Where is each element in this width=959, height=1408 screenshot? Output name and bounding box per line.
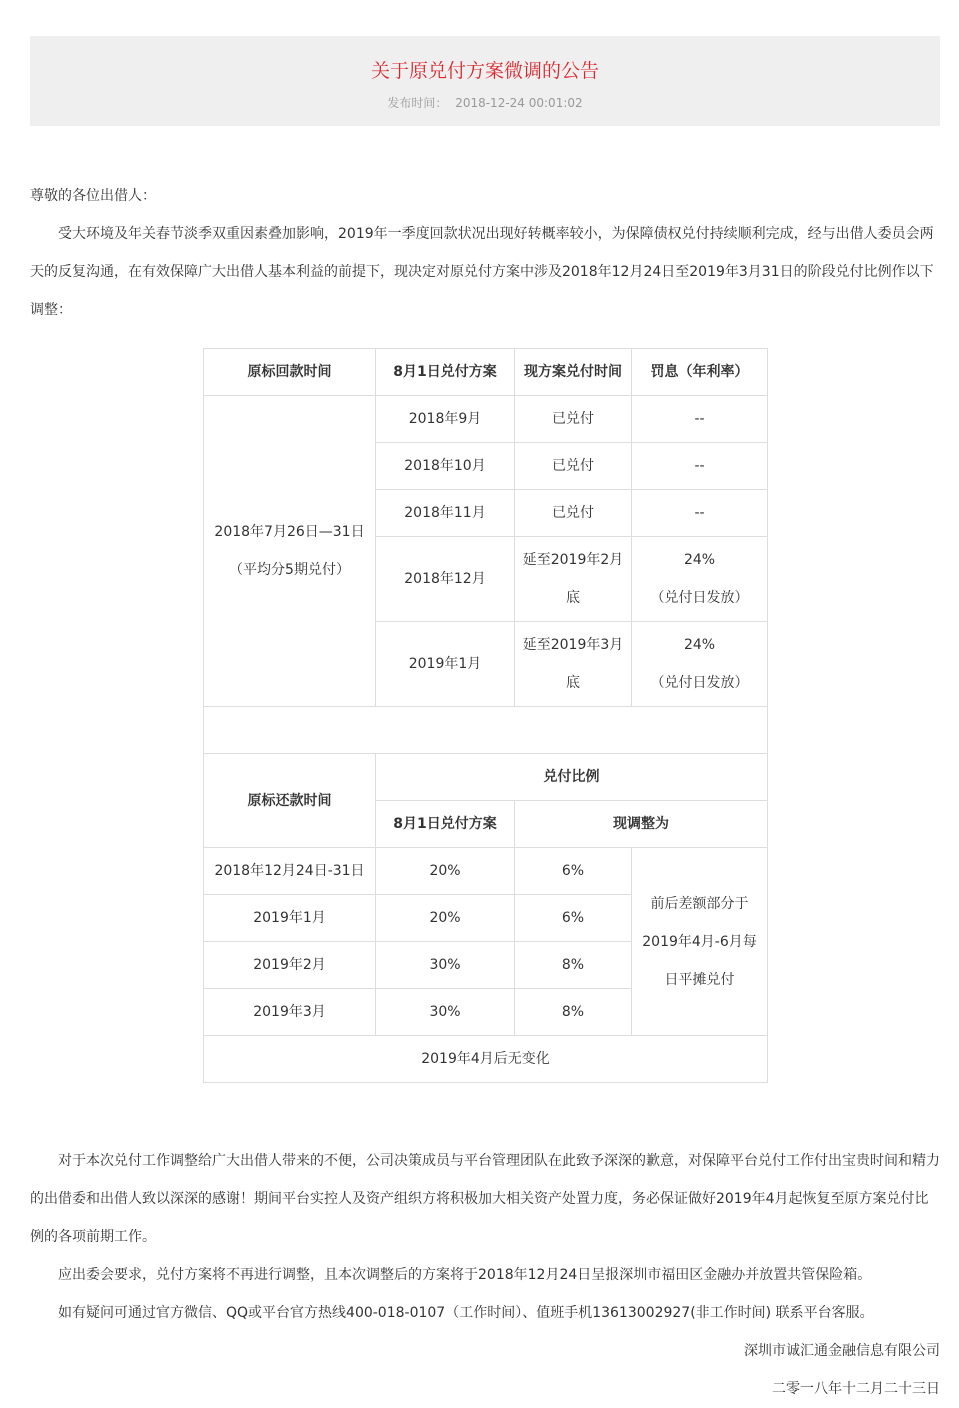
table-footer-row xyxy=(204,1036,768,1083)
payment-table-wrap xyxy=(203,348,767,1083)
penalty-rate: 24% xyxy=(683,637,716,653)
apology-paragraph: 对于本次兑付工作调整给广大出借人带来的不便，公司决策成员与平台管理团队在此致予深深的歉意，对保障平台兑付工作付出宝贵时间和精力的出借委和出借人致以深深的感谢！期间平台实控人及资产组织方将积极加大相关资产处置力度，务必保证做好2019年4月起恢复至原方案兑付比例的各项前期工作。 xyxy=(30,1153,940,1245)
company-signature: 深圳市诚汇通金融信息有限公司 xyxy=(744,1343,940,1359)
now-ratio-cell: 6% xyxy=(515,895,632,942)
time-cell: 延至2019年3月底 xyxy=(515,622,632,707)
penalty-note: （兑付日发放） xyxy=(650,675,749,691)
table-row xyxy=(204,396,768,443)
plan-cell: 2019年1月 xyxy=(376,622,515,707)
table1-header-row xyxy=(204,349,768,396)
group-cell xyxy=(204,396,376,707)
penalty-cell xyxy=(632,622,768,707)
repay-time-cell: 2018年12月24日-31日 xyxy=(204,848,376,895)
plan-ratio-cell: 30% xyxy=(376,989,515,1036)
no-change-cell: 2019年4月后无变化 xyxy=(204,1036,768,1083)
plan-cell: 2018年12月 xyxy=(376,537,515,622)
payment-table xyxy=(203,348,768,1083)
plan-cell: 2018年9月 xyxy=(376,396,515,443)
repay-time-cell: 2019年3月 xyxy=(204,989,376,1036)
time-cell: 已兑付 xyxy=(515,443,632,490)
spacer-cell xyxy=(204,707,768,754)
now-ratio-cell: 8% xyxy=(515,989,632,1036)
group-date: 2018年7月26日—31日 xyxy=(214,524,365,540)
plan-cell: 2018年11月 xyxy=(376,490,515,537)
penalty-cell xyxy=(632,537,768,622)
penalty-note: （兑付日发放） xyxy=(650,590,749,606)
time-cell: 延至2019年2月底 xyxy=(515,537,632,622)
penalty-cell: -- xyxy=(632,396,768,443)
intro-paragraph: 受大环境及年关春节淡季双重因素叠加影响，2019年一季度回款状况出现好转概率较小，为保障债权兑付持续顺利完成，经与出借人委员会两天的反复沟通，在有效保障广大出借人基本利益的前提下，现决定对原兑付方案中涉及2018年12月24日至2019年3月31日的阶段兑付比例作以下调整： xyxy=(30,226,934,318)
now-ratio-cell: 6% xyxy=(515,848,632,895)
header-ratio: 兑付比例 xyxy=(376,754,768,801)
publish-time: 2018-12-24 00:01:02 xyxy=(455,96,583,110)
diff-note-cell: 前后差额部分于2019年4月-6月每日平摊兑付 xyxy=(632,848,768,1036)
now-ratio-cell: 8% xyxy=(515,942,632,989)
plan-ratio-cell: 20% xyxy=(376,895,515,942)
penalty-rate: 24% xyxy=(683,552,716,568)
repay-time-cell: 2019年2月 xyxy=(204,942,376,989)
signature-date: 二零一八年十二月二十三日 xyxy=(772,1381,940,1397)
greeting: 尊敬的各位出借人： xyxy=(30,188,156,204)
header-aug-plan-2: 8月1日兑付方案 xyxy=(376,801,515,848)
committee-paragraph: 应出委会要求，兑付方案将不再进行调整，且本次调整后的方案将于2018年12月24日呈报深圳市福田区金融办并放置共管保险箱。 xyxy=(58,1267,872,1283)
header-original-repay-time: 原标还款时间 xyxy=(204,754,376,848)
repay-time-cell: 2019年1月 xyxy=(204,895,376,942)
table2-header-row xyxy=(204,754,768,801)
time-cell: 已兑付 xyxy=(515,396,632,443)
announcement-header xyxy=(30,36,940,126)
plan-cell: 2018年10月 xyxy=(376,443,515,490)
page-title: 关于原兑付方案微调的公告 xyxy=(370,60,599,82)
header-penalty: 罚息（年利率） xyxy=(632,349,768,396)
header-original-return-time: 原标回款时间 xyxy=(204,349,376,396)
time-cell: 已兑付 xyxy=(515,490,632,537)
penalty-cell: -- xyxy=(632,490,768,537)
contact-paragraph: 如有疑问可通过官方微信、QQ或平台官方热线400-018-0107（工作时间）、值班手机13613002927(非工作时间) 联系平台客服。 xyxy=(58,1305,874,1321)
penalty-cell: -- xyxy=(632,443,768,490)
publish-label: 发布时间： xyxy=(387,96,448,110)
header-current-time: 现方案兑付时间 xyxy=(515,349,632,396)
table-spacer-row xyxy=(204,707,768,754)
publish-meta xyxy=(30,94,940,112)
plan-ratio-cell: 30% xyxy=(376,942,515,989)
header-now: 现调整为 xyxy=(515,801,768,848)
article-closing xyxy=(30,1142,940,1408)
table-row xyxy=(204,848,768,895)
article-body xyxy=(30,177,940,329)
group-note: （平均分5期兑付） xyxy=(229,562,350,578)
plan-ratio-cell: 20% xyxy=(376,848,515,895)
header-aug-plan: 8月1日兑付方案 xyxy=(376,349,515,396)
